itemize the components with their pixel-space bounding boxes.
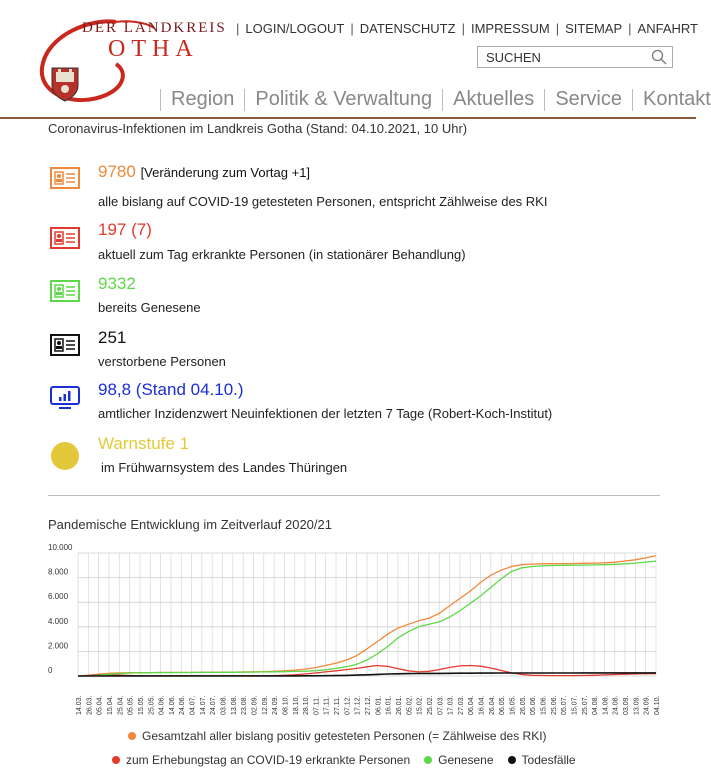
y-tick-label: 4.000: [48, 616, 69, 626]
x-tick-label: 28.10.: [303, 695, 311, 715]
x-tick-label: 04.06.: [158, 695, 166, 715]
stat-value: 9780 [Veränderung zum Vortag +1]: [98, 162, 311, 181]
x-tick-label: 12.09.: [261, 695, 269, 715]
nav-divider: [632, 89, 633, 111]
x-tick-label: 27.11.: [334, 696, 342, 715]
x-tick-label: 14.07.: [199, 695, 207, 715]
nav-divider: [160, 89, 161, 111]
logo-text-small: DER LANDKREIS: [82, 20, 227, 36]
nav-region[interactable]: Region: [171, 88, 235, 110]
x-tick-label: 05.04.: [96, 695, 104, 715]
x-tick-label: 05.02.: [406, 695, 414, 715]
x-tick-label: 06.05.: [499, 695, 507, 715]
x-tick-label: 08.10.: [282, 695, 290, 715]
x-tick-label: 05.07.: [561, 695, 569, 715]
x-tick-label: 16.04.: [478, 695, 486, 715]
stat-description: aktuell zum Tag erkrankte Personen (in stationärer Behandlung): [98, 247, 466, 262]
stat-value: 98,8 (Stand 04.10.): [98, 380, 244, 399]
chart-legend-row-1: [128, 729, 547, 743]
x-tick-label: 04.07.: [189, 695, 197, 715]
legend-dot-genesen: [424, 756, 432, 764]
legend-label-erkrankt: zum Erhebungstag an COVID-19 erkrankte Personen: [126, 753, 411, 767]
crest-icon: [50, 66, 80, 102]
separator: |: [236, 21, 240, 36]
stat-description: amtlicher Inzidenzwert Neuinfektionen der letzten 7 Tage (Robert-Koch-Institut): [98, 406, 553, 421]
nav-divider: [544, 89, 545, 111]
x-tick-label: 17.03.: [447, 695, 455, 715]
separator: |: [555, 21, 560, 36]
x-tick-label: 07.12.: [344, 695, 352, 715]
section-divider: [48, 495, 660, 496]
x-tick-label: 15.05.: [137, 695, 145, 715]
y-tick-label: 8.000: [48, 567, 69, 577]
stand-line: Coronavirus-Infektionen im Landkreis Gotha (Stand: 04.10.2021, 10 Uhr): [48, 121, 468, 136]
x-tick-label: 27.03.: [457, 695, 465, 715]
x-tick-label: 03.08.: [220, 695, 228, 715]
search-box: [477, 46, 673, 68]
x-tick-label: 17.11.: [323, 696, 331, 715]
logo-text-big: OTHA: [108, 36, 199, 62]
x-tick-label: 05.06.: [530, 695, 538, 715]
stat-value: 9332: [98, 274, 136, 293]
x-tick-label: 26.03.: [86, 695, 94, 715]
stat-description: alle bislang auf COVID-19 getesteten Personen, entspricht Zählweise des RKI: [98, 194, 548, 209]
nav-politik-verwaltung[interactable]: Politik & Verwaltung: [255, 88, 433, 110]
yellow-circle-icon: [50, 439, 82, 471]
nav-divider: [244, 89, 245, 111]
x-tick-label: 03.09.: [623, 695, 631, 715]
top-links: [236, 21, 704, 36]
x-tick-label: 06.04.: [468, 695, 476, 715]
nav-service[interactable]: Service: [555, 88, 623, 110]
x-tick-label: 05.05.: [127, 695, 135, 715]
pandemic-chart: [48, 540, 660, 720]
separator: |: [628, 21, 632, 36]
x-tick-label: 13.08.: [230, 695, 238, 715]
separator: |: [350, 21, 354, 36]
x-tick-label: 26.05.: [519, 695, 527, 715]
stat-description: im Frühwarnsystem des Landes Thüringen: [101, 460, 348, 475]
legend-dot-total: [128, 732, 136, 740]
x-tick-label: 17.12.: [354, 695, 362, 715]
x-tick-label: 13.09.: [633, 695, 641, 715]
id-card-icon: [50, 280, 80, 302]
x-tick-label: 26.01.: [395, 695, 403, 715]
id-card-icon: [50, 227, 80, 249]
chart-heading: Pandemische Entwicklung im Zeitverlauf 2020/21: [48, 517, 332, 532]
header-rule: [0, 117, 696, 119]
x-tick-label: 15.07.: [571, 695, 579, 715]
x-tick-label: 25.07.: [581, 695, 589, 715]
login-logout-link[interactable]: LOGIN/LOGOUT: [245, 21, 345, 36]
x-tick-label: 24.08.: [612, 695, 620, 715]
x-tick-label: 02.09.: [251, 695, 259, 715]
x-tick-label: 24.07.: [210, 695, 218, 715]
x-tick-label: 16.05.: [509, 695, 517, 715]
separator: |: [461, 21, 465, 36]
x-tick-label: 24.09.: [272, 695, 280, 715]
legend-dot-erkrankt: [112, 756, 120, 764]
x-tick-label: 04.08.: [592, 695, 600, 715]
x-tick-label: 06.01.: [375, 695, 383, 715]
x-tick-label: 14.06.: [168, 695, 176, 715]
id-card-icon: [50, 167, 80, 189]
monitor-chart-icon: [50, 386, 80, 410]
y-tick-label: 0: [48, 666, 53, 675]
nav-divider: [442, 89, 443, 111]
x-tick-label: 27.12.: [365, 695, 372, 715]
legend-label-tod: Todesfälle: [521, 753, 576, 767]
id-card-icon: [50, 334, 80, 356]
nav-aktuelles[interactable]: Aktuelles: [453, 88, 535, 110]
sitemap-link[interactable]: SITEMAP: [565, 21, 623, 36]
legend-dot-tod: [508, 756, 516, 764]
legend-label-genesen: Genesene: [438, 753, 494, 767]
x-tick-label: 14.03.: [76, 695, 83, 715]
x-tick-label: 15.02.: [416, 695, 424, 715]
x-tick-label: 16.01.: [385, 695, 393, 715]
x-tick-label: 25.05.: [148, 695, 156, 715]
x-tick-label: 23.08.: [241, 695, 249, 715]
stat-value: 251: [98, 328, 127, 347]
impressum-link[interactable]: IMPRESSUM: [470, 21, 550, 36]
x-tick-label: 25.04.: [117, 695, 125, 715]
x-tick-label: 26.04.: [488, 695, 496, 715]
legend-label-total: Gesamtzahl aller bislang positiv getesteten Personen (= Zählweise des RKI): [142, 729, 547, 743]
nav-kontakt[interactable]: Kontakt: [643, 88, 711, 110]
x-tick-label: 04.10.: [654, 695, 661, 715]
y-tick-label: 10.000: [48, 543, 73, 552]
search-icon[interactable]: [651, 49, 667, 65]
x-tick-label: 07.03.: [437, 695, 445, 715]
x-tick-label: 18.10.: [292, 695, 300, 715]
x-tick-label: 24.06.: [179, 695, 187, 715]
x-tick-label: 15.04.: [106, 695, 114, 715]
search-input[interactable]: [478, 47, 654, 67]
main-navigation: [150, 88, 711, 111]
datenschutz-link[interactable]: DATENSCHUTZ: [359, 21, 456, 36]
chart-legend-row-2: [112, 753, 576, 767]
y-tick-label: 6.000: [48, 592, 69, 602]
stat-description: bereits Genesene: [98, 300, 201, 315]
stat-value: 197 (7): [98, 220, 152, 239]
x-tick-label: 25.06.: [550, 695, 558, 715]
anfahrt-link[interactable]: ANFAHRT: [637, 21, 698, 36]
stat-value: Warnstufe 1: [98, 434, 190, 453]
x-tick-label: 14.08.: [602, 695, 610, 715]
x-tick-label: 07.11.: [313, 696, 321, 715]
x-tick-label: 24.09.: [643, 695, 651, 715]
stat-note: [Veränderung zum Vortag +1]: [140, 165, 311, 180]
x-tick-label: 15.06.: [540, 695, 548, 715]
stat-description: verstorbene Personen: [98, 354, 226, 369]
x-tick-label: 25.02.: [426, 695, 434, 715]
y-tick-label: 2.000: [48, 641, 69, 651]
